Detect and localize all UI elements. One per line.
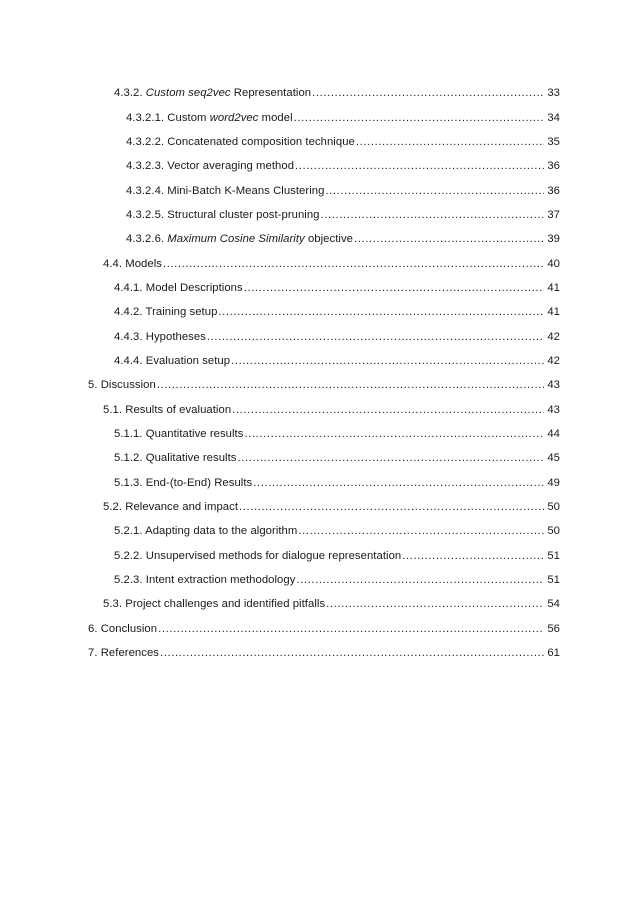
toc-entry-page-number: 35 bbox=[547, 135, 560, 148]
dot-leader bbox=[298, 525, 544, 537]
toc-entry-title-text: 5.1. Results of evaluation bbox=[103, 403, 232, 416]
toc-entry-page-number: 42 bbox=[547, 354, 560, 367]
toc-entry-page-number: 43 bbox=[547, 379, 560, 392]
toc-entry[interactable] bbox=[103, 592, 560, 616]
toc-entry-title-text: model bbox=[258, 111, 293, 124]
toc-entry-title bbox=[126, 136, 355, 148]
toc-entry-page-number: 44 bbox=[547, 427, 560, 440]
toc-entry-title-text: 5. Discussion bbox=[88, 379, 156, 392]
dot-leader bbox=[296, 574, 544, 586]
toc-entry-title-text: 4.3.2.5. Structural cluster post-pruning bbox=[126, 208, 320, 221]
dot-leader bbox=[163, 258, 544, 270]
toc-entry-title-text: 4.4.4. Evaluation setup bbox=[114, 354, 231, 367]
toc-entry-page-number: 41 bbox=[547, 281, 560, 294]
toc-entry[interactable] bbox=[126, 227, 560, 251]
dot-leader bbox=[207, 331, 544, 343]
dot-leader bbox=[354, 233, 544, 245]
toc-entry[interactable] bbox=[114, 324, 560, 348]
toc-entry-page-number: 33 bbox=[547, 87, 560, 100]
toc-entry-page-number: 42 bbox=[547, 330, 560, 343]
table-of-contents bbox=[0, 81, 638, 665]
toc-entry[interactable] bbox=[114, 422, 560, 446]
toc-entry-title-text: 5.2.2. Unsupervised methods for dialogue representation bbox=[114, 549, 402, 562]
toc-entry[interactable] bbox=[114, 544, 560, 568]
toc-entry[interactable] bbox=[114, 519, 560, 543]
toc-entry[interactable] bbox=[88, 641, 560, 665]
toc-entry-page-number: 49 bbox=[547, 476, 560, 489]
toc-entry-title-text: 4.3.2.6. bbox=[126, 233, 168, 246]
toc-entry-title bbox=[114, 331, 206, 343]
toc-entry[interactable] bbox=[114, 276, 560, 300]
toc-entry-title bbox=[126, 209, 320, 221]
dot-leader bbox=[244, 428, 544, 440]
dot-leader bbox=[253, 477, 544, 489]
toc-entry-title bbox=[114, 306, 217, 318]
toc-entry-title bbox=[88, 647, 159, 659]
toc-entry-page-number: 37 bbox=[547, 208, 560, 221]
toc-entry[interactable] bbox=[114, 300, 560, 324]
toc-entry-title-text: 5.1.1. Quantitative results bbox=[114, 427, 244, 440]
toc-entry[interactable] bbox=[114, 81, 560, 105]
dot-leader bbox=[321, 209, 544, 221]
toc-entry-title-text: 5.2.1. Adapting data to the algorithm bbox=[114, 525, 298, 538]
dot-leader bbox=[295, 160, 544, 172]
toc-entry-title bbox=[114, 574, 295, 586]
toc-entry-title-text: 4.3.2.1. Custom bbox=[126, 111, 210, 124]
toc-entry[interactable] bbox=[88, 617, 560, 641]
toc-entry[interactable] bbox=[114, 349, 560, 373]
toc-entry[interactable] bbox=[126, 203, 560, 227]
toc-entry[interactable] bbox=[114, 471, 560, 495]
toc-entry-title bbox=[126, 112, 293, 124]
toc-entry-title-text: 5.1.3. End-(to-End) Results bbox=[114, 476, 253, 489]
toc-entry[interactable] bbox=[88, 373, 560, 397]
toc-entry-title-text: 4.4.3. Hypotheses bbox=[114, 330, 206, 343]
toc-entry-title bbox=[114, 87, 311, 99]
toc-entry-title bbox=[114, 477, 252, 489]
toc-entry[interactable] bbox=[126, 105, 560, 129]
toc-entry-page-number: 36 bbox=[547, 160, 560, 173]
toc-entry-title bbox=[126, 185, 324, 197]
toc-entry-title bbox=[88, 379, 156, 391]
toc-entry-page-number: 61 bbox=[547, 647, 560, 660]
toc-entry-page-number: 34 bbox=[547, 111, 560, 124]
toc-entry-title-text: 5.2.3. Intent extraction methodology bbox=[114, 574, 296, 587]
toc-entry-page-number: 36 bbox=[547, 184, 560, 197]
dot-leader bbox=[218, 306, 544, 318]
toc-entry-title-text: 7. References bbox=[88, 647, 159, 660]
dot-leader bbox=[231, 355, 544, 367]
dot-leader bbox=[238, 452, 545, 464]
toc-entry-title-italic: word2vec bbox=[209, 111, 259, 124]
toc-entry-page-number: 39 bbox=[547, 233, 560, 246]
toc-entry-page-number: 45 bbox=[547, 452, 560, 465]
toc-entry-title-text: 4.3.2. bbox=[114, 87, 146, 100]
toc-entry-title bbox=[126, 160, 294, 172]
toc-entry-page-number: 54 bbox=[547, 598, 560, 611]
toc-entry-title bbox=[88, 623, 157, 635]
toc-entry[interactable] bbox=[103, 397, 560, 421]
toc-entry-title bbox=[114, 525, 297, 537]
dot-leader bbox=[157, 379, 544, 391]
toc-entry-page-number: 41 bbox=[547, 306, 560, 319]
toc-entry-page-number: 40 bbox=[547, 257, 560, 270]
dot-leader bbox=[239, 501, 544, 513]
toc-entry-title-text: Representation bbox=[230, 87, 312, 100]
toc-entry-title-text: 4.4.2. Training setup bbox=[114, 306, 218, 319]
toc-entry-title-text: 4.3.2.4. Mini-Batch K-Means Clustering bbox=[126, 184, 325, 197]
toc-entry[interactable] bbox=[114, 568, 560, 592]
toc-entry-title-text: 4.4. Models bbox=[103, 257, 162, 270]
toc-entry-title-text: objective bbox=[304, 233, 353, 246]
dot-leader bbox=[325, 185, 544, 197]
dot-leader bbox=[244, 282, 544, 294]
toc-entry-title bbox=[126, 233, 353, 245]
toc-entry-title bbox=[114, 282, 243, 294]
toc-entry-title-text: 4.3.2.2. Concatenated composition technique bbox=[126, 135, 355, 148]
toc-entry-page-number: 50 bbox=[547, 525, 560, 538]
toc-entry-page-number: 50 bbox=[547, 501, 560, 514]
dot-leader bbox=[402, 550, 544, 562]
toc-entry-title-text: 6. Conclusion bbox=[88, 622, 158, 635]
dot-leader bbox=[232, 404, 544, 416]
toc-entry-title bbox=[114, 428, 243, 440]
toc-entry-page-number: 51 bbox=[547, 574, 560, 587]
toc-entry-title-italic: Maximum Cosine Similarity bbox=[167, 233, 305, 246]
toc-entry-title bbox=[103, 598, 325, 610]
toc-entry-title-text: 4.4.1. Model Descriptions bbox=[114, 281, 243, 294]
dot-leader bbox=[158, 623, 544, 635]
toc-entry-title bbox=[103, 258, 162, 270]
toc-entry-page-number: 56 bbox=[547, 622, 560, 635]
dot-leader bbox=[326, 598, 544, 610]
toc-entry-title bbox=[114, 550, 401, 562]
dot-leader bbox=[312, 87, 544, 99]
toc-entry[interactable] bbox=[103, 495, 560, 519]
toc-entry-title-text: 5.2. Relevance and impact bbox=[103, 501, 239, 514]
toc-entry-title bbox=[114, 355, 230, 367]
toc-entry[interactable] bbox=[103, 251, 560, 275]
toc-entry-title-text: 5.1.2. Qualitative results bbox=[114, 452, 237, 465]
toc-entry[interactable] bbox=[126, 154, 560, 178]
dot-leader bbox=[294, 112, 544, 124]
toc-entry[interactable] bbox=[126, 130, 560, 154]
toc-entry-page-number: 51 bbox=[547, 549, 560, 562]
toc-entry-title bbox=[103, 404, 231, 416]
toc-entry-title bbox=[103, 501, 238, 513]
toc-entry-title-text: 5.3. Project challenges and identified pitfalls bbox=[103, 598, 326, 611]
dot-leader bbox=[160, 647, 544, 659]
toc-entry-page-number: 43 bbox=[547, 403, 560, 416]
toc-entry-title-italic: Custom seq2vec bbox=[145, 87, 231, 100]
dot-leader bbox=[356, 136, 544, 148]
toc-entry-title-text: 4.3.2.3. Vector averaging method bbox=[126, 160, 295, 173]
toc-entry-title bbox=[114, 452, 237, 464]
toc-entry[interactable] bbox=[126, 178, 560, 202]
toc-entry[interactable] bbox=[114, 446, 560, 470]
